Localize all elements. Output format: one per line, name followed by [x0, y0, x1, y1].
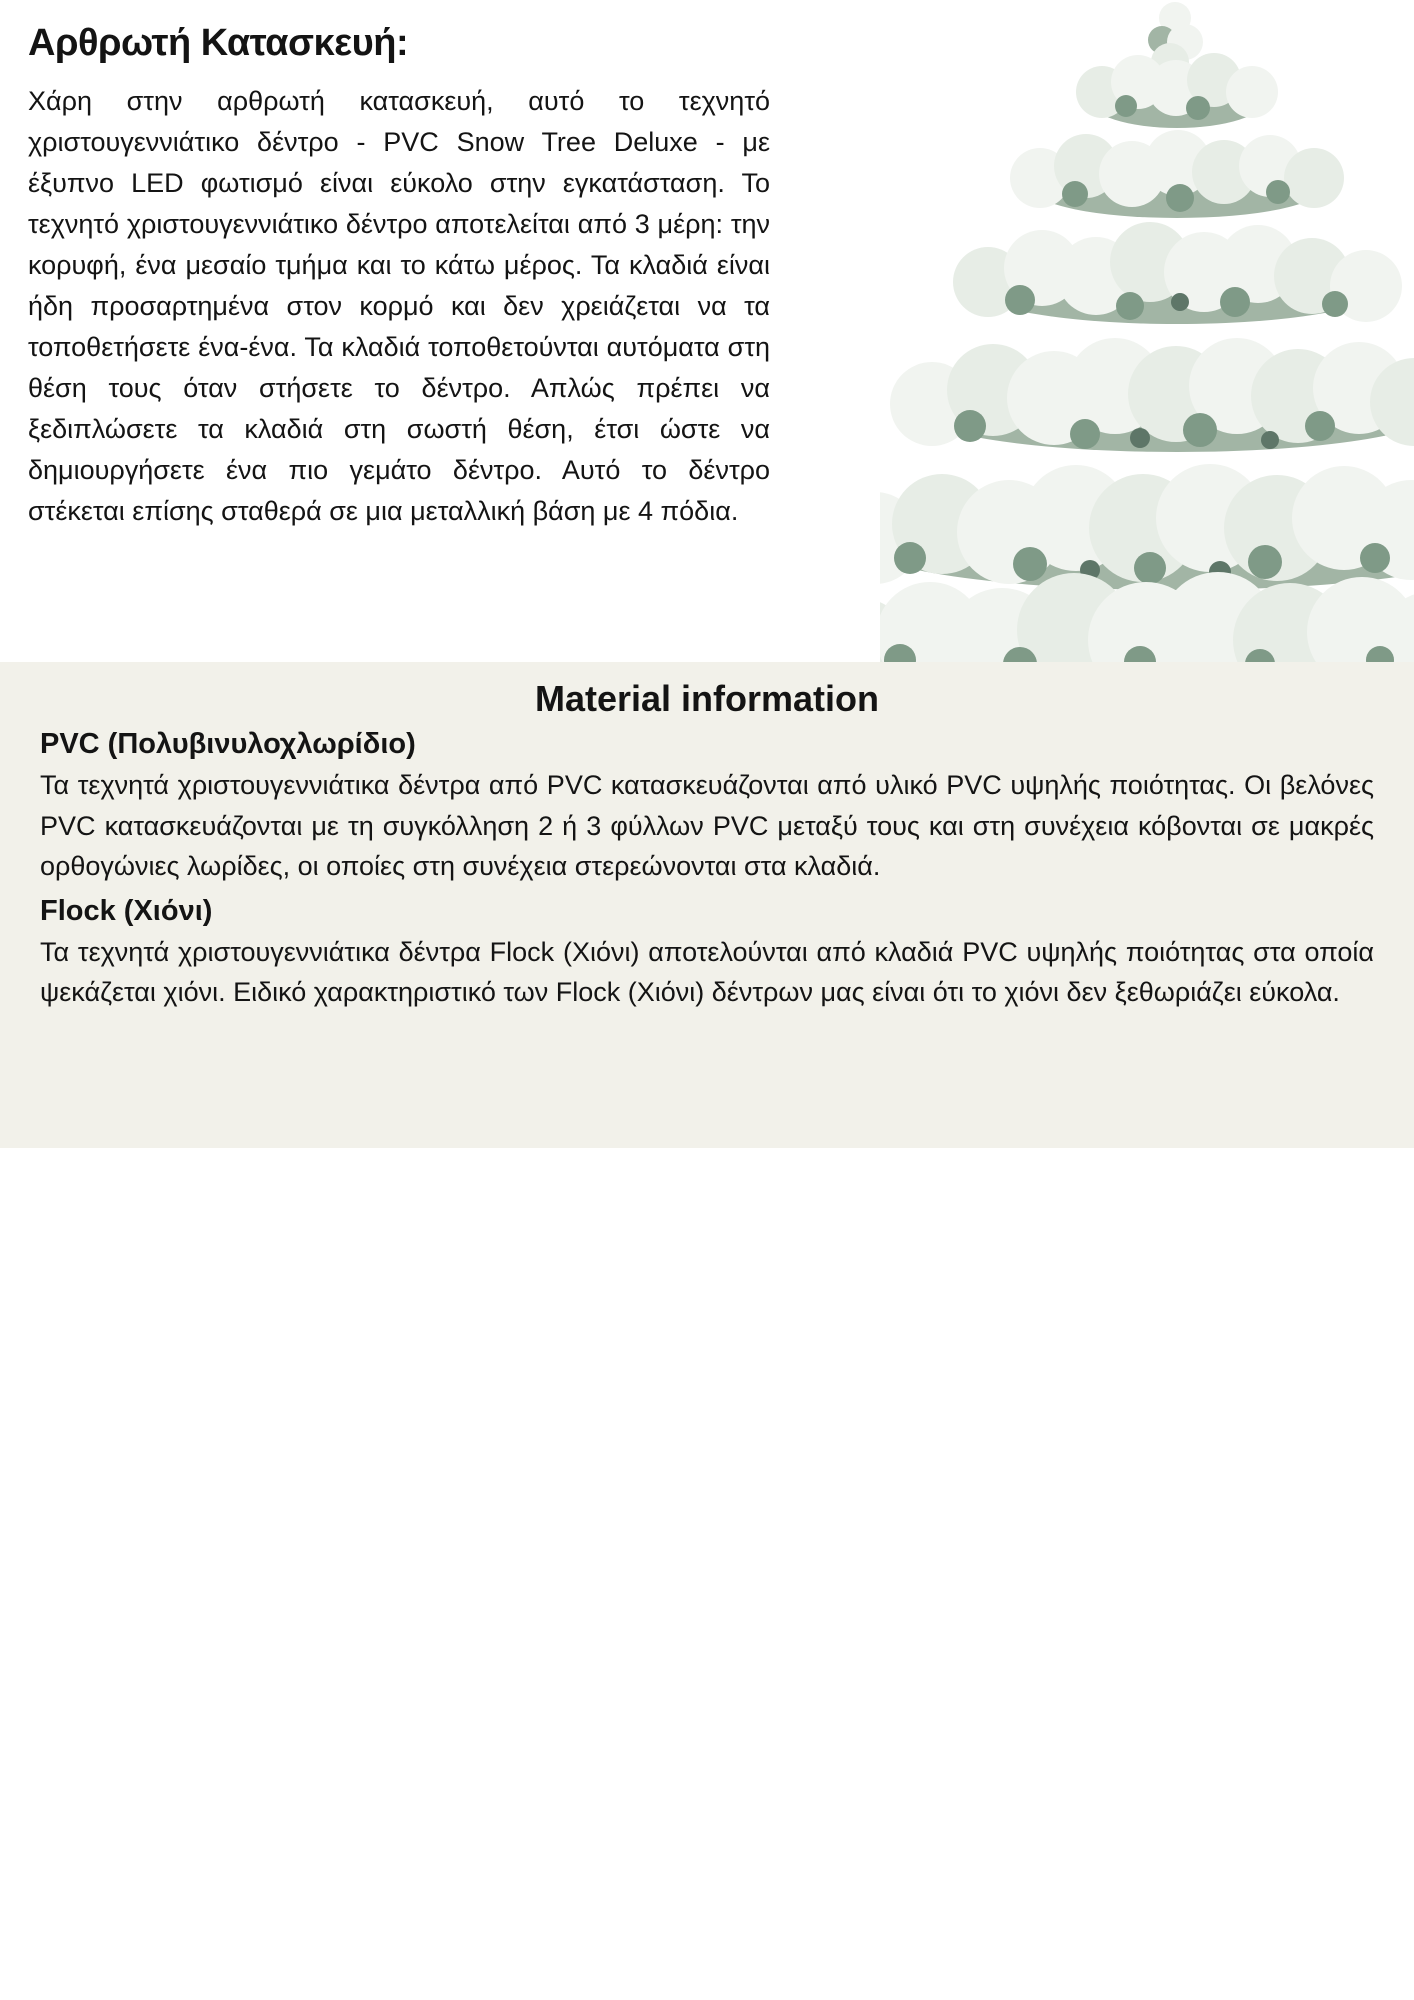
christmas-tree-photo: [880, 0, 1414, 662]
pvc-subsection-heading: PVC (Πολυβινυλοχλωρίδιο): [40, 728, 416, 760]
flock-subsection-heading: Flock (Χιόνι): [40, 894, 213, 927]
empty-bottom-area: [0, 1148, 1414, 2000]
pvc-subsection-body: Τα τεχνητά χριστουγεννιάτικα δέντρα από PVC κατασκευάζονται από υλικό PVC υψηλής ποιότητας. Οι βελόνες PVC κατασκευάζονται με τη συγκόλληση 2 ή 3 φύλλων PVC μεταξύ τους και στη συνέχεια κόβονται σε μακρές ορθογώνιες λωρίδες, οι οποίες στη συνέχεια στερεώνονται στα κλαδιά.: [40, 770, 1374, 881]
flock-subsection-body: Τα τεχνητά χριστουγεννιάτικα δέντρα Flock (Χιόνι) αποτελούνται από κλαδιά PVC υψηλής ποιότητας στα οποία ψεκάζεται χιόνι. Ειδικό χαρακτηριστικό των Flock (Χιόνι) δέντρων μας είναι ότι το χιόνι δεν ξεθωριάζει εύκολα.: [40, 936, 1374, 1007]
intro-heading: Αρθρωτή Κατασκευή:: [28, 22, 409, 64]
material-section-title: Material information: [534, 678, 880, 719]
intro-text-column: [28, 22, 770, 532]
christmas-tree-illustration: [880, 0, 1414, 662]
intro-section: [0, 0, 1414, 662]
intro-paragraph: Χάρη στην αρθρωτή κατασκευή, αυτό το τεχνητό χριστουγεννιάτικο δέντρο - PVC Snow Tree Deluxe - με έξυπνο LED φωτισμό είναι εύκολο στην εγκατάσταση. Το τεχνητό χριστουγεννιάτικο δέντρο αποτελείται από 3 μέρη: την κορυφή, ένα μεσαίο τμήμα και το κάτω μέρος. Τα κλαδιά είναι ήδη προσαρτημένα στον κορμό και δεν χρειάζεται να τα τοποθετήσετε ένα-ένα. Τα κλαδιά τοποθετούνται αυτόματα στη θέση τους όταν στήσετε το δέντρο. Απλώς πρέπει να ξεδιπλώσετε τα κλαδιά στη σωστή θέση, έτσι ώστε να δημιουργήσετε ένα πιο γεμάτο δέντρο. Αυτό το δέντρο στέκεται επίσης σταθερά σε μια μεταλλική βάση με 4 πόδια.: [28, 86, 770, 527]
material-information-section: [0, 662, 1414, 1148]
